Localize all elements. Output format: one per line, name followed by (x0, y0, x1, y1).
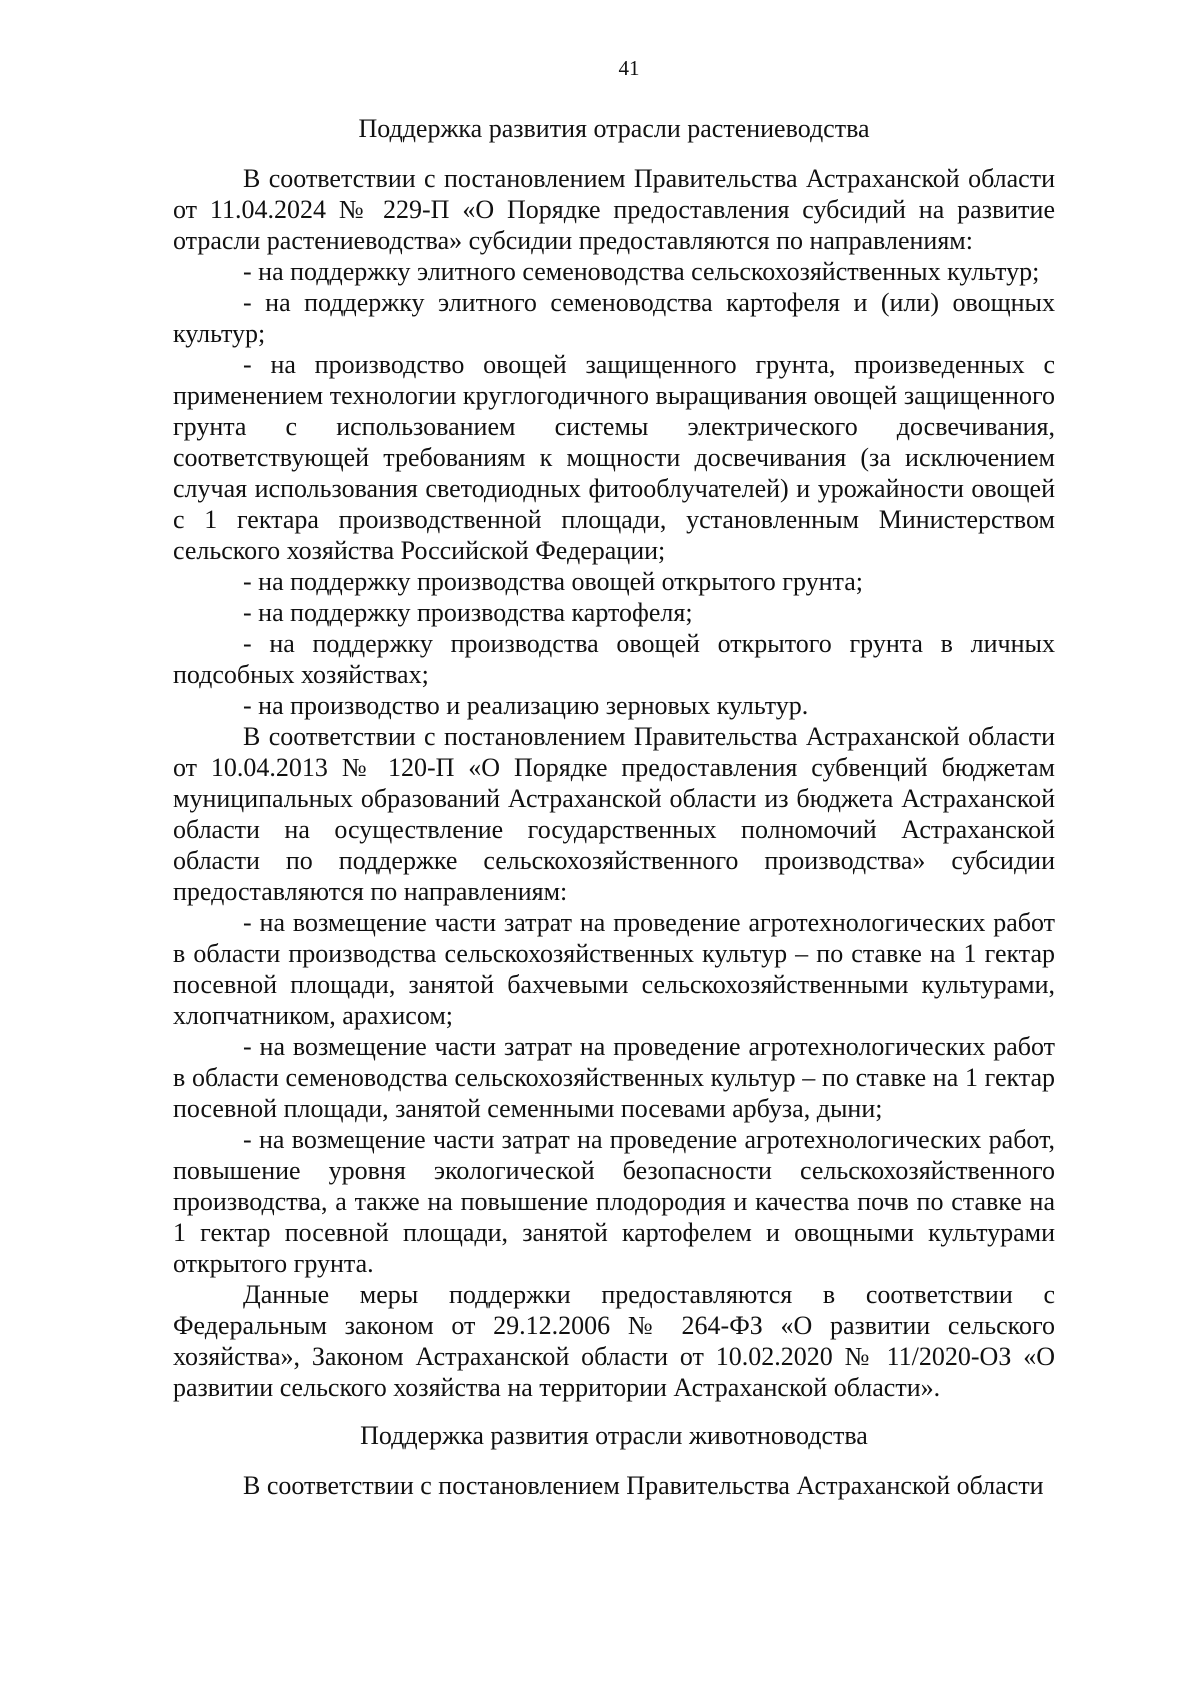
list-item: - на производство овощей защищенного грунта, произведенных с применением технологии круглогодичного выращивания овощей защищенного грунта с использованием системы электрического досвечивания, соответствующей требованиям к мощности досвечивания (за исключением случая использования светодиодных фитооблучателей) и урожайности овощей с 1 гектара производственной площади, установленным Министерством сельского хозяйства Российской Федерации; (173, 350, 1055, 565)
paragraph: В соответствии с постановлением Правительства Астраханской области от 11.04.2024 № 229-П «О Порядке предоставления субсидий на развитие отрасли растениеводства» субсидии предоставляются по направлениям: (173, 164, 1055, 255)
list-item: - на возмещение части затрат на проведение агротехнологических работ в области семеноводства сельскохозяйственных культур – по ставке на 1 гектар посевной площади, занятой семенными посевами арбуза, дыни; (173, 1032, 1055, 1123)
list-item: - на возмещение части затрат на проведение агротехнологических работ в области производства сельскохозяйственных культур – по ставке на 1 гектар посевной площади, занятой бахчевыми сельскохозяйственными культурами, хлопчатником, арахисом; (173, 908, 1055, 1030)
list-item: - на поддержку элитного семеноводства картофеля и (или) овощных культур; (173, 288, 1055, 348)
document-body (173, 113, 1055, 1501)
section-title-livestock: Поддержка развития отрасли животноводства (360, 1421, 868, 1450)
list-item: - на возмещение части затрат на проведение агротехнологических работ, повышение уровня экологической безопасности сельскохозяйственного производства, а также на повышение плодородия и качества почв по ставке на 1 гектар посевной площади, занятой картофелем и овощными культурами открытого грунта. (173, 1125, 1055, 1278)
paragraph: Данные меры поддержки предоставляются в соответствии с Федеральным законом от 29.12.2006 № 264-ФЗ «О развитии сельского хозяйства», Законом Астраханской области от 10.02.2020 № 11/2020-ОЗ «О развитии сельского хозяйства на территории Астраханской области». (173, 1280, 1055, 1402)
page-number: 41 (618, 56, 640, 80)
list-item: - на поддержку элитного семеноводства сельскохозяйственных культур; (243, 257, 1040, 286)
list-item: - на производство и реализацию зерновых культур. (243, 691, 809, 720)
paragraph: В соответствии с постановлением Правительства Астраханской области (243, 1471, 1044, 1500)
section-title-crop-production: Поддержка развития отрасли растениеводства (358, 114, 870, 143)
list-item: - на поддержку производства картофеля; (243, 598, 693, 627)
list-item: - на поддержку производства овощей открытого грунта в личных подсобных хозяйствах; (173, 629, 1055, 689)
paragraph: В соответствии с постановлением Правительства Астраханской области от 10.04.2013 № 120-П «О Порядке предоставления субвенций бюджетам муниципальных образований Астраханской области из бюджета Астраханской области на осуществление государственных полномочий Астраханской области по поддержке сельскохозяйственного производства» субсидии предоставляются по направлениям: (173, 722, 1055, 906)
list-item: - на поддержку производства овощей открытого грунта; (243, 567, 863, 596)
